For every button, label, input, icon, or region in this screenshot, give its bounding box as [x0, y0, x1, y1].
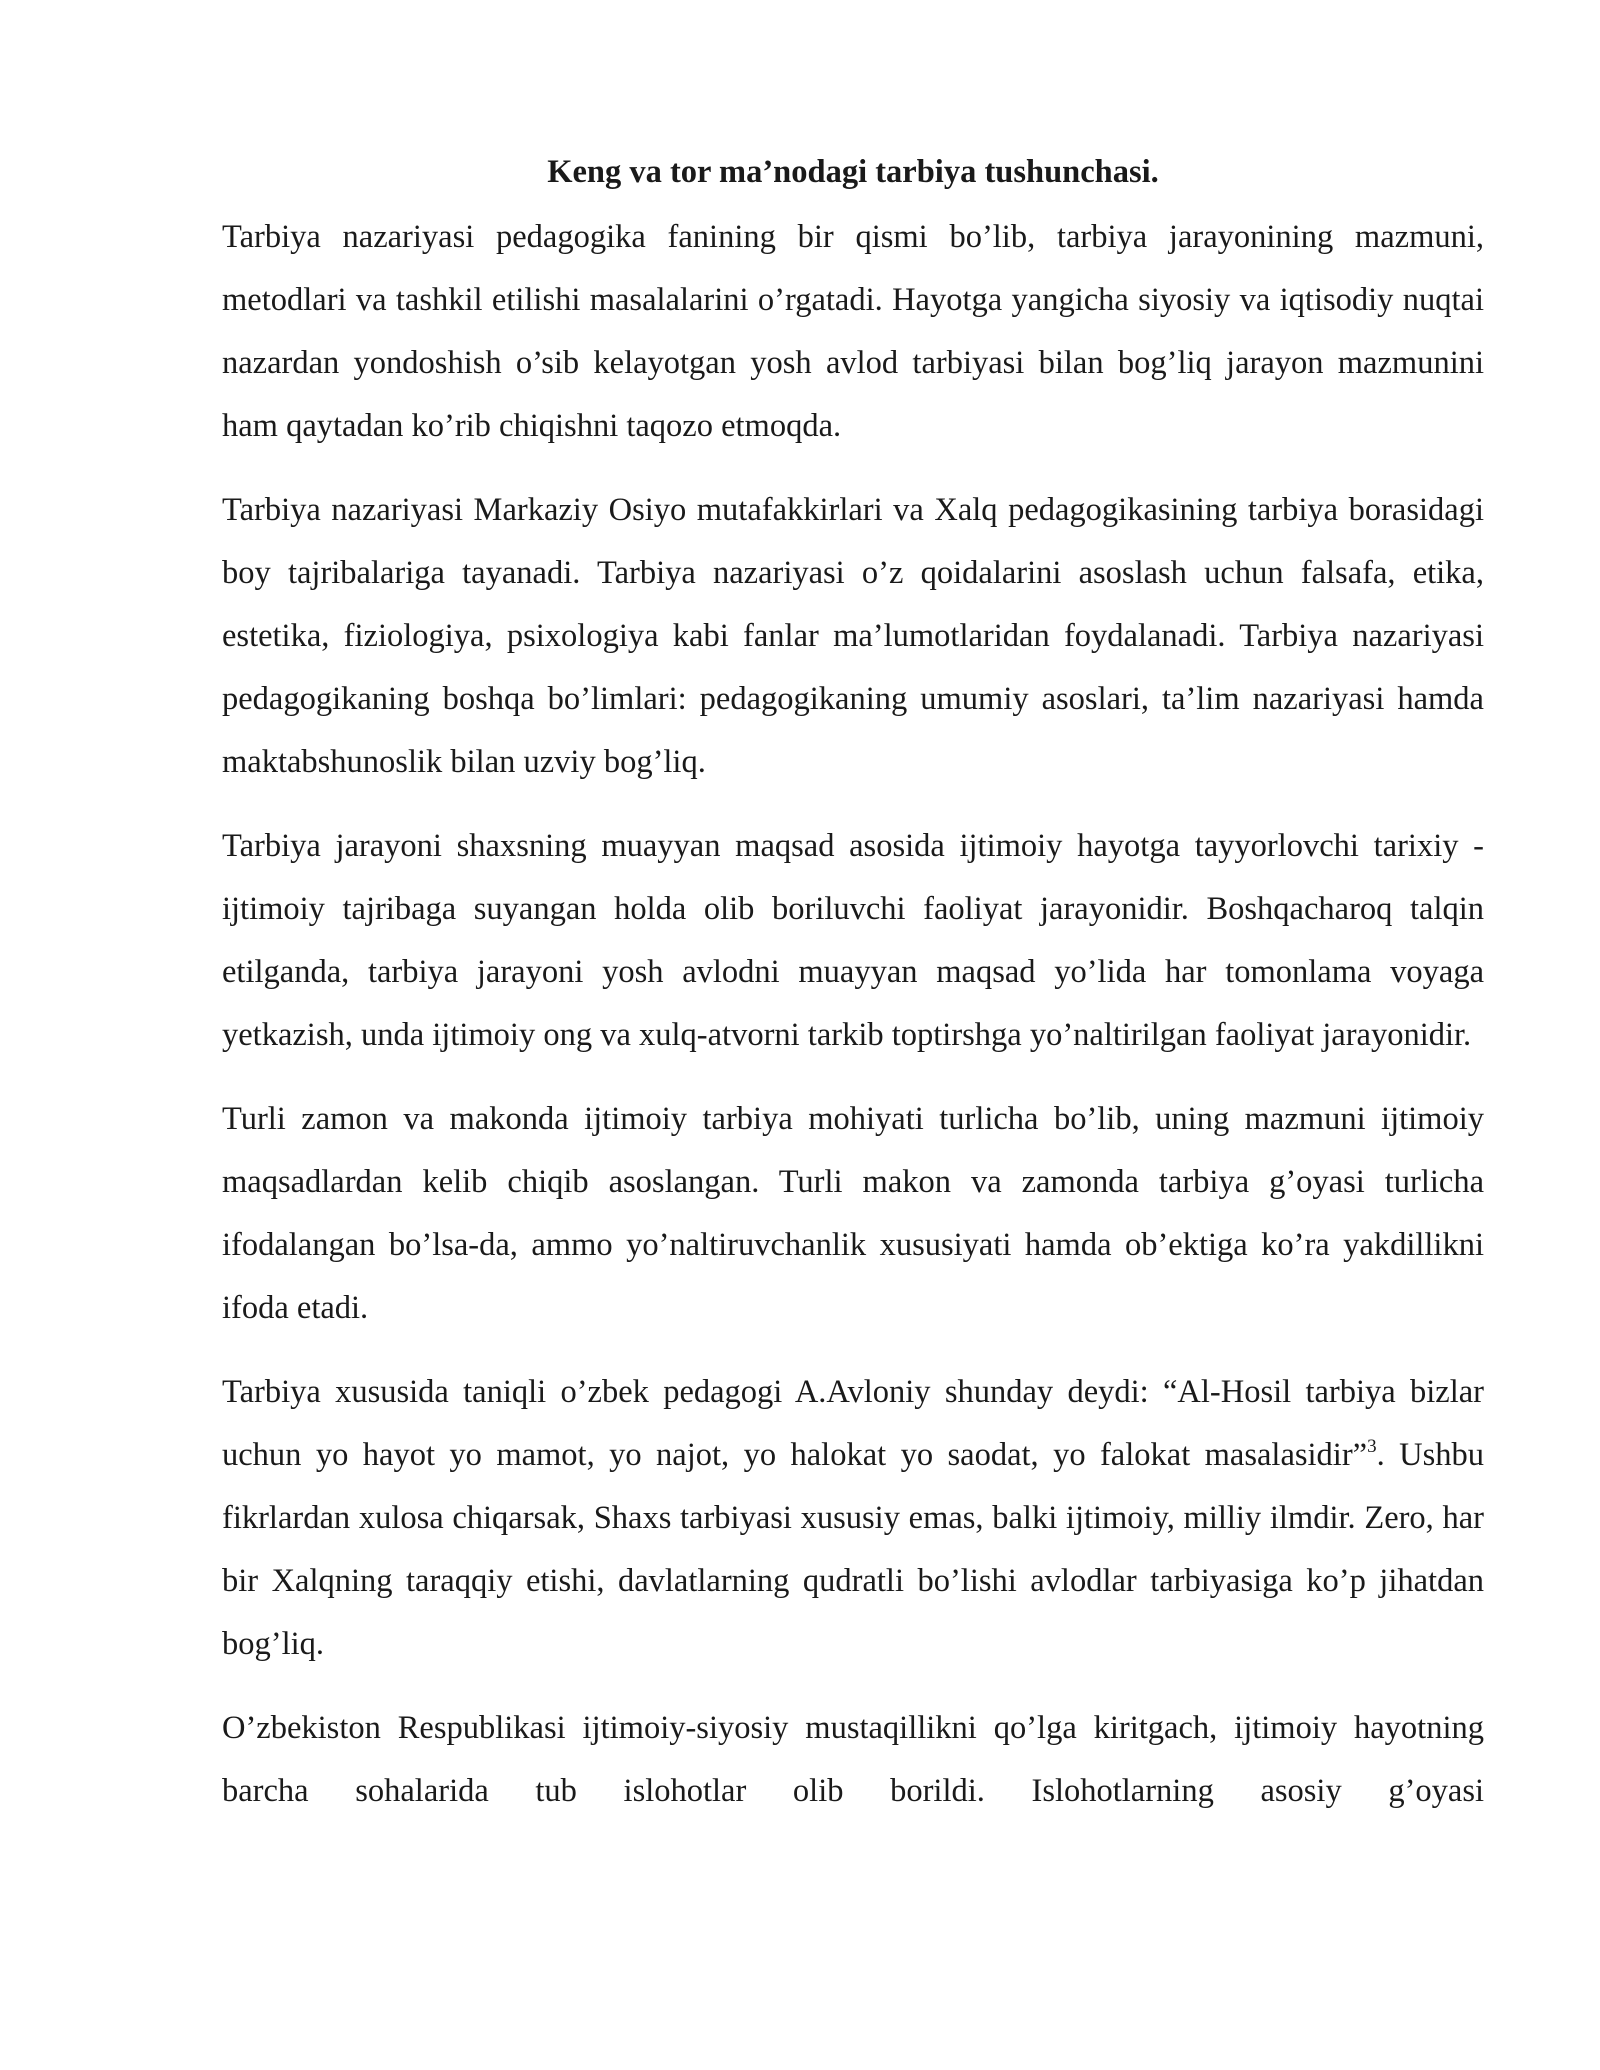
footnote-reference[interactable]: 3	[1367, 1436, 1377, 1457]
document-body	[222, 148, 1484, 1844]
paragraph-independence-reforms: O’zbekiston Respublikasi ijtimoiy-siyosiy mustaqillikni qo’lga kiritgach, ijtimoiy hayotning barcha sohalarida tub islohotlar olib borildi. Islohotlarning asosiy g’oyasi	[222, 1710, 1484, 1809]
paragraph-avloniy-quote	[222, 1361, 1484, 1676]
quote-conclusion-text: . Ushbu fikrlardan xulosa chiqarsak, Shaxs tarbiyasi xususiy emas, balki ijtimoiy, milliy ilmdir. Zero, har bir Xalqning taraqqiy etishi, davlatlarning qudratli bo’lishi avlodlar tarbiyasiga ko’p jihatdan bog’liq.	[222, 1437, 1484, 1662]
paragraph-upbringing-process: Tarbiya jarayoni shaxsning muayyan maqsad asosida ijtimoiy hayotga tayyorlovchi tarixiy - ijtimoiy tajribaga suyangan holda olib boriluvchi faoliyat jarayonidir. Boshqacharoq talqin etilganda, tarbiya jarayoni yosh avlodni muayyan maqsad yo’lida har tomonlama voyaga yetkazish, unda ijtimoiy ong va xulq-atvorni tarkib toptirshga yo’naltirilgan faoliyat jarayonidir.	[222, 828, 1484, 1053]
document-title: Keng va tor ma’nodagi tarbiya tushunchasi.	[547, 154, 1159, 190]
quote-text: Tarbiya xususida taniqli o’zbek pedagogi A.Avloniy shunday deydi: “Al-Hosil tarbiya bizlar uchun yo hayot yo mamot, yo najot, yo halokat yo saodat, yo falokat masalasidir”	[222, 1374, 1484, 1473]
paragraph-theory-definition: Tarbiya nazariyasi pedagogika fanining bir qismi bo’lib, tarbiya jarayonining mazmuni, metodlari va tashkil etilishi masalalarini o’rgatadi. Hayotga yangicha siyosiy va iqtisodiy nuqtai nazardan yondoshish o’sib kelayotgan yosh avlod tarbiyasi bilan bog’liq jarayon mazmunini ham qaytadan ko’rib chiqishni taqozo etmoqda.	[222, 219, 1484, 444]
paragraph-social-upbringing: Turli zamon va makonda ijtimoiy tarbiya mohiyati turlicha bo’lib, uning mazmuni ijtimoiy maqsadlardan kelib chiqib asoslangan. Turli makon va zamonda tarbiya g’oyasi turlicha ifodalangan bo’lsa-da, ammo yo’naltiruvchanlik xususiyati hamda ob’ektiga ko’ra yakdillikni ifoda etadi.	[222, 1101, 1484, 1326]
paragraph-theory-sources: Tarbiya nazariyasi Markaziy Osiyo mutafakkirlari va Xalq pedagogikasining tarbiya borasidagi boy tajribalariga tayanadi. Tarbiya nazariyasi o’z qoidalarini asoslash uchun falsafa, etika, estetika, fiziologiya, psixologiya kabi fanlar ma’lumotlaridan foydalanadi. Tarbiya nazariyasi pedagogikaning boshqa bo’limlari: pedagogikaning umumiy asoslari, ta’lim nazariyasi hamda maktabshunoslik bilan uzviy bog’liq.	[222, 492, 1484, 780]
